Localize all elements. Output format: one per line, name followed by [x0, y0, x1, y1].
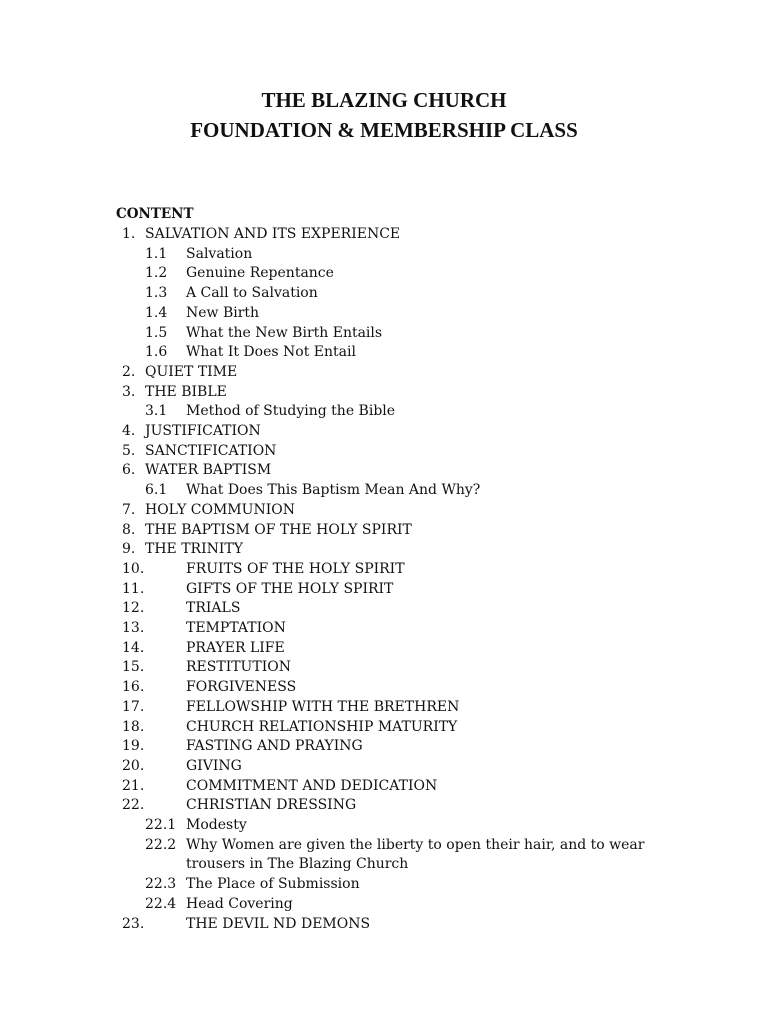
toc-item-number: 6.1 [145, 482, 168, 499]
toc-item-number: 7. [122, 501, 136, 518]
toc-item-number: 20. [122, 757, 145, 774]
document-title: THE BLAZING CHURCH [261, 88, 507, 112]
toc-item-number: 1.6 [145, 344, 168, 361]
toc-item-number: 1. [122, 226, 136, 242]
toc-item-text: GIFTS OF THE HOLY SPIRIT [186, 580, 394, 597]
toc-item-number: 22. [122, 797, 145, 814]
toc-item-number: 2. [122, 363, 136, 380]
toc-item-text: A Call to Salvation [186, 285, 318, 302]
toc-item-text: RESTITUTION [186, 659, 291, 676]
toc-item-text: SALVATION AND ITS EXPERIENCE [145, 226, 401, 242]
toc-item-number: 10. [122, 560, 145, 577]
toc-item-text: Why Women are given the liberty to open their hair, and to wear [186, 836, 645, 853]
toc-item-number: 22.2 [145, 836, 177, 853]
toc-item-text: CHRISTIAN DRESSING [186, 797, 357, 814]
toc-item-text: SANCTIFICATION [145, 442, 277, 459]
toc-item-number: 23. [122, 915, 145, 932]
toc-item-text: trousers in The Blazing Church [186, 856, 409, 873]
toc-item-number: 15. [122, 659, 145, 676]
toc-item-number: 18. [122, 718, 145, 735]
toc-item-number: 6. [122, 462, 136, 479]
toc-item-number: 16. [122, 679, 145, 696]
toc-item-text: GIVING [186, 757, 242, 774]
toc-item-number: 17. [122, 698, 145, 715]
toc-item-text: FASTING AND PRAYING [186, 738, 363, 755]
toc-item-text: New Birth [186, 304, 260, 321]
toc-item-text: FRUITS OF THE HOLY SPIRIT [186, 560, 405, 577]
toc-item-text: Salvation [186, 245, 253, 262]
toc-item-text: COMMITMENT AND DEDICATION [186, 777, 438, 794]
toc-item-text: WATER BAPTISM [145, 462, 272, 479]
toc-item-number: 1.4 [145, 304, 168, 321]
toc-item-number: 22.3 [145, 876, 177, 893]
toc-item-number: 1.1 [145, 245, 168, 262]
toc-item-number: 21. [122, 777, 145, 794]
toc-item-number: 22.1 [145, 817, 177, 833]
toc-item-number: 9. [122, 541, 136, 558]
toc-item-text: Head Covering [186, 895, 293, 912]
toc-item-text: HOLY COMMUNION [145, 501, 295, 518]
toc-item-text: THE DEVIL ND DEMONS [186, 915, 371, 932]
toc-item-text: FORGIVENESS [186, 679, 297, 696]
toc-item-number: 11. [122, 580, 145, 597]
toc-item-text: PRAYER LIFE [186, 639, 285, 656]
toc-item-number: 1.3 [145, 285, 168, 302]
toc-item-number: 13. [122, 620, 145, 636]
toc-item-number: 12. [122, 600, 145, 617]
toc-item-text: What Does This Baptism Mean And Why? [186, 482, 481, 499]
toc-item-text: What It Does Not Entail [186, 344, 356, 361]
toc-item-text: TEMPTATION [186, 620, 286, 636]
toc-item-text: CHURCH RELATIONSHIP MATURITY [186, 718, 458, 735]
toc-item-text: THE BAPTISM OF THE HOLY SPIRIT [145, 521, 412, 538]
toc-item-text: THE TRINITY [145, 541, 243, 558]
toc-item-text: FELLOWSHIP WITH THE BRETHREN [186, 698, 460, 715]
toc-item-number: 14. [122, 639, 145, 656]
toc-item-number: 19. [122, 738, 145, 755]
toc-item-text: JUSTIFICATION [145, 423, 261, 439]
toc-item-number: 1.2 [145, 265, 168, 282]
toc-item-number: 8. [122, 521, 136, 538]
toc-item-number: 4. [122, 423, 136, 439]
toc-item-text: QUIET TIME [145, 363, 238, 380]
toc-item-text: THE BIBLE [145, 383, 227, 400]
content-heading: CONTENT [116, 206, 194, 222]
toc-item-number: 3.1 [145, 403, 168, 420]
toc-item-number: 22.4 [145, 895, 177, 912]
toc-item-text: Genuine Repentance [186, 265, 334, 282]
toc-item-text: Method of Studying the Bible [186, 403, 396, 420]
toc-item-text: Modesty [186, 817, 247, 833]
toc-item-number: 1.5 [145, 324, 168, 341]
toc-item-text: What the New Birth Entails [186, 324, 383, 341]
toc-item-text: The Place of Submission [186, 876, 360, 893]
document-subtitle: FOUNDATION & MEMBERSHIP CLASS [190, 118, 578, 142]
toc-item-text: TRIALS [186, 600, 241, 617]
toc-item-number: 5. [122, 442, 136, 459]
toc-item-number: 3. [122, 383, 136, 400]
